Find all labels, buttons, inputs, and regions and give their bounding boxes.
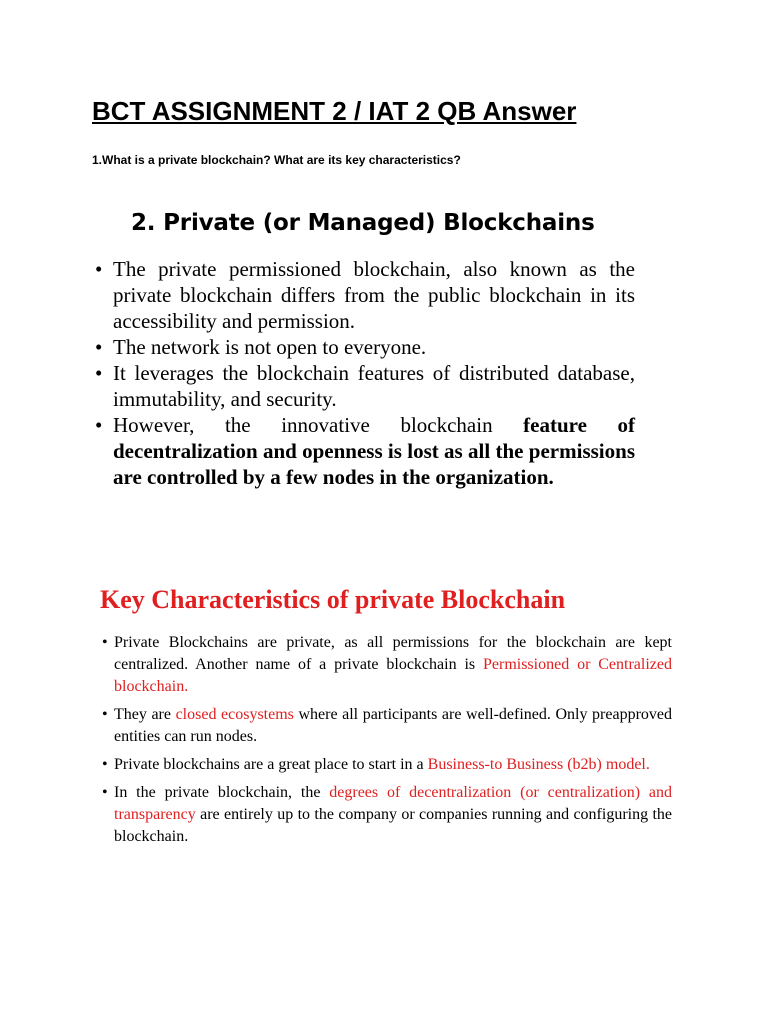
- bullet-text: In the private blockchain, the: [114, 784, 330, 801]
- bullet-icon: •: [95, 335, 103, 359]
- bullet-icon: •: [95, 413, 103, 437]
- bullet-text: They are: [114, 706, 176, 723]
- bullet-item: [100, 704, 672, 748]
- bullet-icon: •: [102, 756, 108, 773]
- bullet-bold-text: feature of decentralization and openness is lost as all the permissions are controlled by a few nodes in the organization.: [113, 413, 636, 489]
- bullet-icon: •: [95, 361, 103, 385]
- highlighted-text: closed ecosystems: [175, 706, 294, 723]
- bullet-text: Private blockchains are a great place to start in a: [114, 756, 428, 773]
- bullet-item: [95, 412, 635, 490]
- bullet-text: Private Blockchains are private, as all permissions for the blockchain are kept centralized. Another name of a private blockchain is: [114, 634, 672, 673]
- highlighted-text: degrees of decentralization (or centralization) and transparency: [114, 784, 672, 823]
- bullet-item: [95, 256, 635, 334]
- bullet-icon: •: [102, 784, 108, 801]
- highlighted-text: Permissioned or Centralized blockchain.: [114, 656, 672, 695]
- bullet-item: [95, 360, 635, 412]
- slide-bullet-list: [100, 632, 672, 848]
- bullet-text: The private permissioned blockchain, also known as the private blockchain differs from the public blockchain in its accessibility and permission.: [113, 257, 635, 333]
- slide-heading: Key Characteristics of private Blockchain: [100, 585, 566, 614]
- bullet-text: However, the innovative blockchain: [113, 413, 524, 437]
- bullet-text: where all participants are well-defined. Only preapproved entities can run nodes.: [114, 706, 672, 745]
- bullet-icon: •: [102, 634, 108, 651]
- bullet-text: are entirely up to the company or companies running and configuring the blockchain.: [114, 806, 672, 845]
- bullet-icon: •: [95, 257, 103, 281]
- question-text: 1.What is a private blockchain? What are its key characteristics?: [92, 153, 461, 167]
- key-characteristics-slide: [100, 585, 672, 854]
- bullet-item: [100, 782, 672, 848]
- bullet-text: The network is not open to everyone.: [113, 335, 427, 359]
- bullet-item: [100, 632, 672, 698]
- slide-bullet-list: [95, 256, 635, 490]
- bullet-text: It leverages the blockchain features of distributed database, immutability, and security.: [113, 361, 635, 411]
- bullet-icon: •: [102, 706, 108, 723]
- bullet-item: [100, 754, 672, 776]
- document-title: BCT ASSIGNMENT 2 / IAT 2 QB Answer: [92, 96, 577, 126]
- highlighted-text: Business-to Business (b2b) model.: [427, 756, 650, 773]
- private-blockchains-slide: [95, 210, 635, 490]
- slide-heading: 2. Private (or Managed) Blockchains: [131, 210, 595, 236]
- bullet-item: [95, 334, 635, 360]
